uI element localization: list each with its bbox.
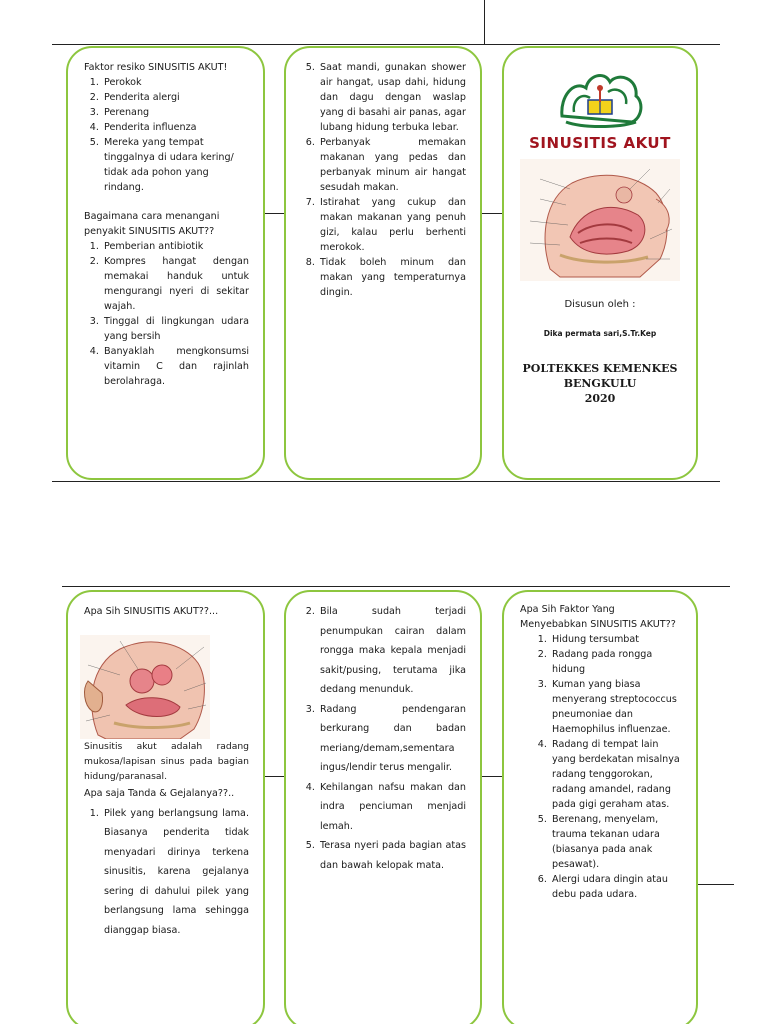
symptoms-list-continued — [300, 602, 466, 875]
symptom-item: 1. Pilek yang berlangsung lama. Biasanya penderita tidak menyadari dirinya terkena sinusitis, karena gejalanya sering di dahului pilek yang berlangsung lama sehingga dianggap biasa. — [102, 804, 249, 941]
treatment-item: 3. Tinggal di lingkungan udara yang bersih — [102, 314, 249, 344]
symptom-item: 3. Radang pendengaran berkurang dan badan meriang/demam,sementara ingus/lendir terus mengalir. — [318, 700, 466, 778]
panel-cover — [502, 46, 698, 480]
risk-item: 1. Perokok — [102, 75, 249, 90]
bottom-row-top-line — [62, 586, 730, 587]
institution-logo — [552, 66, 648, 134]
panel-treatment-continued — [284, 46, 482, 480]
cover-title: SINUSITIS AKUT — [529, 134, 671, 152]
definition-text: Sinusitis akut adalah radang mukosa/lapisan sinus pada bagian hidung/paranasal. — [84, 741, 249, 782]
treatment-list — [84, 239, 249, 389]
bottom-row-connector-1 — [265, 776, 284, 777]
nasal-anatomy-image — [520, 159, 680, 281]
symptom-item: 4. Kehilangan nafsu makan dan indra penciuman menjadi lemah. — [318, 778, 466, 837]
cause-item: 3. Kuman yang biasa menyerang streptococcus pneumoniae dan Haemophilus influenzae. — [550, 677, 684, 737]
risk-list — [84, 75, 249, 195]
treatment-list-continued — [300, 60, 466, 300]
top-row-connector-2 — [482, 213, 502, 214]
risk-item: 4. Penderita influenza — [102, 120, 249, 135]
risk-heading: Faktor resiko SINUSITIS AKUT! — [84, 62, 228, 73]
treatment-item: 8. Tidak boleh minum dan makan yang temperaturnya dingin. — [318, 255, 466, 300]
institution-line-1: POLTEKKES KEMENKES — [522, 362, 678, 375]
risk-item: 3. Perenang — [102, 105, 249, 120]
treatment-item: 1. Pemberian antibiotik — [102, 239, 249, 254]
panel-symptoms-continued — [284, 590, 482, 1024]
top-row-top-line — [52, 44, 720, 45]
institution-line-2: BENGKULU — [563, 377, 637, 390]
causes-heading: Apa Sih Faktor Yang Menyebabkan SINUSITIS AKUT?? — [520, 604, 676, 630]
symptom-item: 5. Terasa nyeri pada bagian atas dan bawah kelopak mata. — [318, 836, 466, 875]
causes-list — [520, 632, 684, 902]
symptoms-heading: Apa saja Tanda & Gejalanya??.. — [84, 788, 235, 799]
top-row-connector-1 — [265, 213, 284, 214]
top-fold-mark — [484, 0, 485, 44]
prepared-by-label: Disusun oleh : — [564, 299, 636, 310]
panel-causes — [502, 590, 698, 1024]
treatment-heading: Bagaimana cara menangani penyakit SINUSITIS AKUT?? — [84, 211, 220, 237]
symptom-item: 2. Bila sudah terjadi penumpukan cairan dalam rongga maka kepala menjadi sakit/pusing, terutama jika dedang menunduk. — [318, 602, 466, 700]
institution-name — [514, 361, 686, 406]
treatment-item: 4. Banyaklah mengkonsumsi vitamin C dan rajinlah berolahraga. — [102, 344, 249, 389]
cause-item: 6. Alergi udara dingin atau debu pada udara. — [550, 872, 684, 902]
treatment-item: 6. Perbanyak memakan makanan yang pedas dan perbanyak minum air hangat sesudah makan. — [318, 135, 466, 195]
risk-item: 2. Penderita alergi — [102, 90, 249, 105]
risk-item: 5. Mereka yang tempat tinggalnya di udara kering/ tidak ada pohon yang rindang. — [102, 135, 249, 195]
top-row-bottom-line — [52, 481, 720, 482]
symptoms-list — [84, 804, 249, 941]
panel-risk-and-treatment — [66, 46, 265, 480]
bottom-row-connector-2 — [482, 776, 502, 777]
cause-item: 1. Hidung tersumbat — [550, 632, 684, 647]
cause-item: 4. Radang di tempat lain yang berdekatan misalnya radang tenggorokan, radang amandel, radang pada gigi geraham atas. — [550, 737, 684, 812]
treatment-item: 7. Istirahat yang cukup dan makan makanan yang penuh gizi, kalau perlu berhenti merokok. — [318, 195, 466, 255]
bottom-row-side-mark — [698, 884, 734, 885]
publication-year: 2020 — [584, 392, 616, 405]
panel-definition-and-symptoms — [66, 590, 265, 1024]
treatment-item: 5. Saat mandi, gunakan shower air hangat, usap dahi, hidung dan dagu dengan waslap yang di basahi air panas, agar lubang hidung terbuka lebar. — [318, 60, 466, 135]
treatment-item: 2. Kompres hangat dengan memakai handuk untuk mengurangi nyeri di sekitar wajah. — [102, 254, 249, 314]
sinus-anatomy-image — [80, 635, 210, 739]
author-name: Dika permata sari,S.Tr.Kep — [543, 329, 657, 338]
definition-heading: Apa Sih SINUSITIS AKUT??... — [84, 606, 219, 617]
cause-item: 2. Radang pada rongga hidung — [550, 647, 684, 677]
cause-item: 5. Berenang, menyelam, trauma tekanan udara (biasanya pada anak pesawat). — [550, 812, 684, 872]
